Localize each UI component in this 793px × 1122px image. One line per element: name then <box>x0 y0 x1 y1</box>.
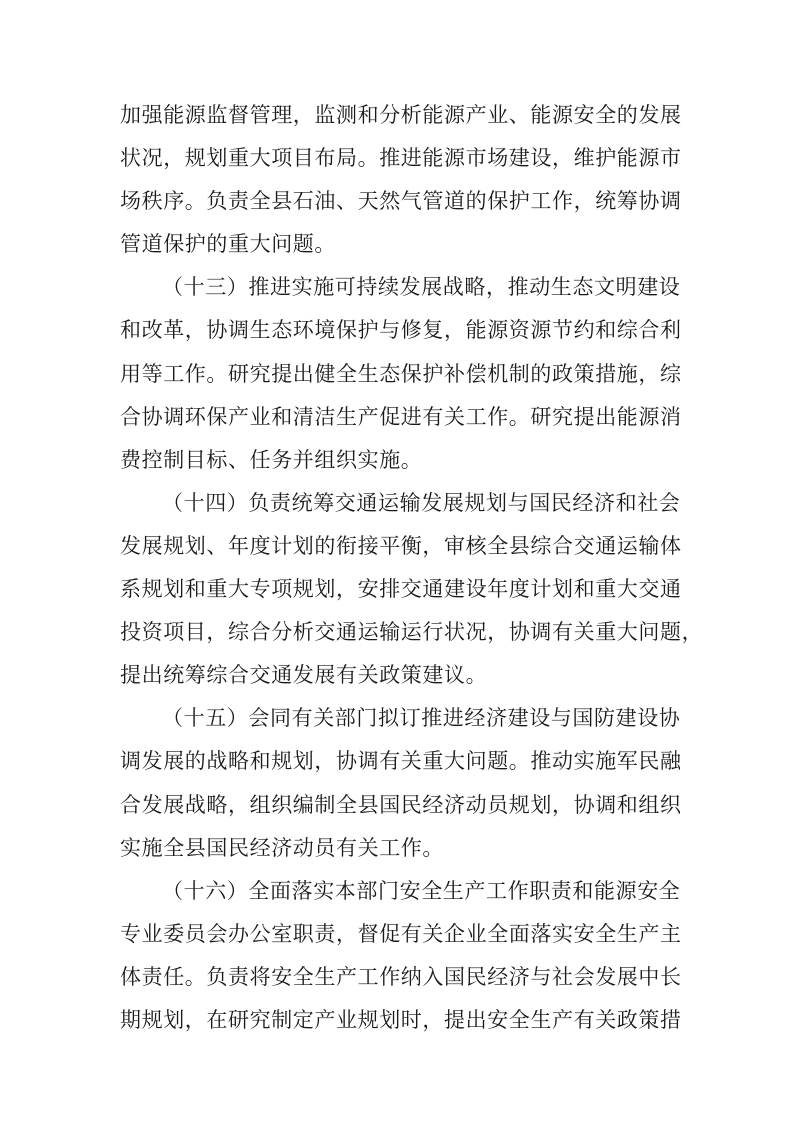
text-line: 调发展的战略和规划，协调有关重大问题。推动实施军民融 <box>120 749 682 774</box>
text-line: 系规划和重大专项规划，安排交通建设年度计划和重大交通 <box>120 577 682 602</box>
text-line: 体责任。负责将安全生产工作纳入国民经济与社会发展中长 <box>120 964 682 989</box>
text-line: 用等工作。研究提出健全生态保护补偿机制的政策措施，综 <box>120 361 682 386</box>
text-line: 提出统筹综合交通发展有关政策建议。 <box>120 663 488 688</box>
paragraph-heading-line: （十三）推进实施可持续发展战略，推动生态文明建设 <box>162 275 681 300</box>
text-line: 和改革，协调生态环境保护与修复，能源资源节约和综合利 <box>120 318 682 343</box>
text-line: 场秩序。负责全县石油、天然气管道的保护工作，统筹协调 <box>120 189 682 214</box>
paragraph-heading-line: （十四）负责统筹交通运输发展规划与国民经济和社会 <box>162 490 681 515</box>
text-line: 费控制目标、任务并组织实施。 <box>120 447 423 472</box>
text-line: 投资项目，综合分析交通运输运行状况，协调有关重大问题， <box>120 620 704 645</box>
text-line: 实施全县国民经济动员有关工作。 <box>120 835 444 860</box>
text-line: 管道保护的重大问题。 <box>120 232 336 257</box>
text-line: 期规划，在研究制定产业规划时，提出安全生产有关政策措 <box>120 1007 682 1032</box>
text-line: 发展规划、年度计划的衔接平衡，审核全县综合交通运输体 <box>120 533 682 558</box>
text-line: 合发展战略，组织编制全县国民经济动员规划，协调和组织 <box>120 792 682 817</box>
paragraph-heading-line: （十六）全面落实本部门安全生产工作职责和能源安全 <box>162 878 681 903</box>
text-line: 专业委员会办公室职责，督促有关企业全面落实安全生产主 <box>120 921 682 946</box>
text-line: 状况，规划重大项目布局。推进能源市场建设，维护能源市 <box>120 146 682 171</box>
document-body <box>120 94 704 1042</box>
text-line: 加强能源监督管理，监测和分析能源产业、能源安全的发展 <box>120 103 682 127</box>
text-line: 合协调环保产业和清洁生产促进有关工作。研究提出能源消 <box>120 404 682 429</box>
paragraph-heading-line: （十五）会同有关部门拟订推进经济建设与国防建设协 <box>162 706 681 731</box>
